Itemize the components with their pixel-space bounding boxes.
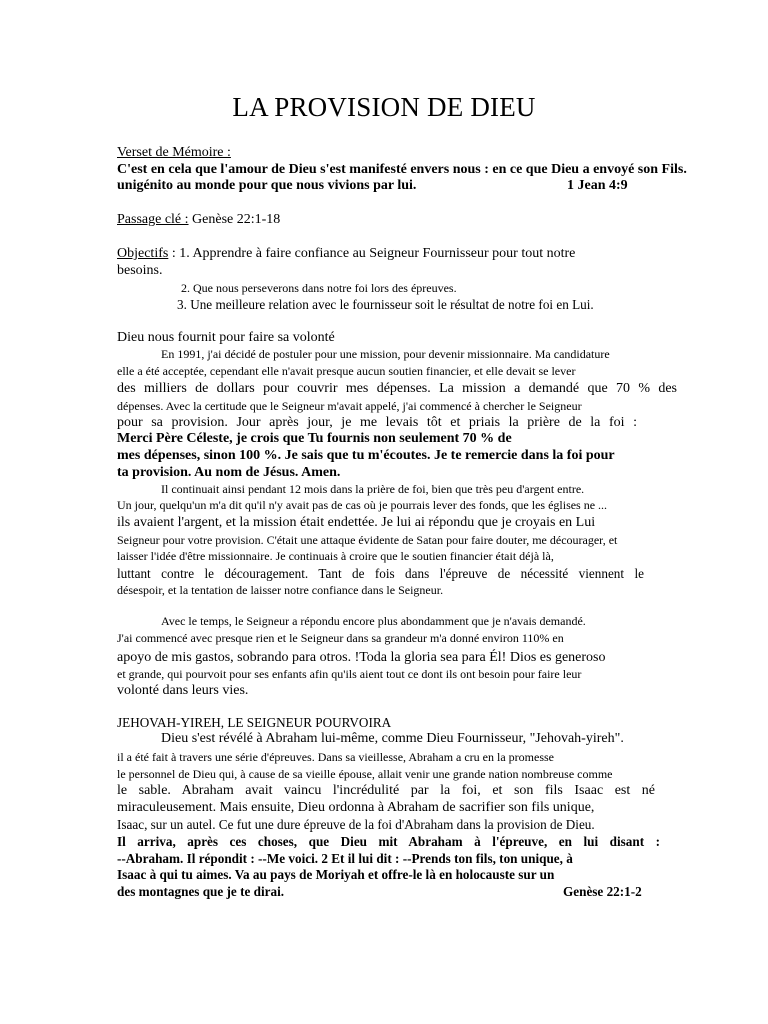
prayer-line: Merci Père Céleste, je crois que Tu fournis non seulement 70 % de (117, 431, 512, 446)
key-passage (117, 213, 280, 227)
section-1-line: dépenses. Avec la certitude que le Seigneur m'avait appelé, j'ai commencé à chercher le Seigneur (117, 399, 582, 413)
section-1-line: volonté dans leurs vies. (117, 683, 249, 698)
section-1-line: Il continuait ainsi pendant 12 mois dans la prière de foi, bien que très peu d'argent entre. (161, 482, 585, 496)
memory-verse-reference: 1 Jean 4:9 (567, 178, 628, 193)
section-1-line: des milliers de dollars pour couvrir mes dépenses. La mission a demandé que 70 % des (117, 381, 677, 396)
scripture-line: Isaac à qui tu aimes. Va au pays de Moriyah et offre-le là en holocauste sur un (117, 867, 555, 882)
objectives-label: Objectifs (117, 246, 169, 261)
section-1-line: Avec le temps, le Seigneur a répondu encore plus abondamment que je n'avais demandé. (161, 614, 586, 628)
section-1-line: elle a été acceptée, cependant elle n'avait presque aucun soutien financier, et elle devait se lever (117, 364, 576, 378)
section-1-line: En 1991, j'ai décidé de postuler pour une mission, pour devenir missionnaire. Ma candidature (161, 347, 610, 361)
scripture-line: des montagnes que je te dirai. (117, 884, 285, 899)
section-2-line: Dieu s'est révélé à Abraham lui-même, comme Dieu Fournisseur, "Jehovah-yireh". (161, 731, 624, 746)
section-2-heading: JEHOVAH-YIREH, LE SEIGNEUR POURVOIRA (117, 715, 392, 730)
section-1-line: Seigneur pour votre provision. C'était une attaque évidente de Satan pour faire douter, me décourager, et (117, 533, 618, 547)
section-2-line: il a été fait à travers une série d'épreuves. Dans sa vieillesse, Abraham a cru en la promesse (117, 750, 554, 764)
section-1-line: ils avaient l'argent, et la mission était endettée. Je lui ai répondu que je croyais en Lui (117, 515, 596, 530)
scripture-line: Il arriva, après ces choses, que Dieu mit Abraham à l'épreuve, en lui disant : (117, 834, 660, 849)
section-2-line: miraculeusement. Mais ensuite, Dieu ordonna à Abraham de sacrifier son fils unique, (117, 800, 595, 815)
section-1-heading: Dieu nous fournit pour faire sa volonté (117, 330, 335, 345)
section-1-line: laisser l'idée d'être missionnaire. Je continuais à croire que le soutien financier était déjà là, (117, 549, 554, 563)
section-2-line: le sable. Abraham avait vaincu l'incrédulité par la foi, et son fils Isaac est né (117, 783, 655, 798)
scripture-line: --Abraham. Il répondit : --Me voici. 2 Et il lui dit : --Prends ton fils, ton unique, à (117, 851, 573, 866)
prayer-line: mes dépenses, sinon 100 %. Je sais que tu m'écoutes. Je te remercie dans la foi pour (117, 448, 615, 463)
memory-verse-line-1: C'est en cela que l'amour de Dieu s'est manifesté envers nous : en ce que Dieu a envoyé son Fils. (117, 162, 687, 177)
objective-3: 3. Une meilleure relation avec le fournisseur soit le résultat de notre foi en Lui. (177, 297, 594, 312)
section-2-line: le personnel de Dieu qui, à cause de sa vieille épouse, allait venir une grande nation nombreuse comme (117, 767, 613, 781)
key-passage-label: Passage clé : (117, 212, 189, 227)
objectives-line-1 (117, 247, 653, 261)
key-passage-value: Genèse 22:1-18 (188, 212, 281, 227)
section-1-line: Un jour, quelqu'un m'a dit qu'il n'y avait pas de cas où je pourrais lever des fonds, que les églises ne ... (117, 498, 608, 512)
section-2-line: Isaac, sur un autel. Ce fut une dure épreuve de la foi d'Abraham dans la provision de Dieu. (117, 817, 595, 832)
section-1-line: et grande, qui pourvoit pour ses enfants afin qu'ils aient tout ce dont ils ont besoin pour faire leur (117, 667, 582, 681)
section-1-line: apoyo de mis gastos, sobrando para otros. !Toda la gloria sea para Él! Dios es generoso (117, 650, 606, 665)
memory-verse-label: Verset de Mémoire : (117, 145, 231, 160)
memory-verse-line-2: unigénito au monde pour que nous vivions par lui. (117, 178, 417, 193)
page-title: LA PROVISION DE DIEU (232, 92, 536, 122)
section-1-line: pour sa provision. Jour après jour, je me levais tôt et priais la prière de la foi : (117, 415, 637, 430)
objective-1: : 1. Apprendre à faire confiance au Seigneur Fournisseur pour tout notre (168, 246, 576, 261)
section-1-line: luttant contre le découragement. Tant de fois dans l'épreuve de nécessité viennent le (117, 566, 644, 581)
objective-1-continued: besoins. (117, 263, 163, 278)
section-1-line: J'ai commencé avec presque rien et le Seigneur dans sa grandeur m'a donné environ 110% en (117, 631, 564, 645)
section-1-line: désespoir, et la tentation de laisser notre confiance dans le Seigneur. (117, 583, 444, 597)
objective-2: 2. Que nous perseverons dans notre foi lors des épreuves. (181, 281, 457, 295)
scripture-reference: Genèse 22:1-2 (563, 884, 642, 899)
prayer-line: ta provision. Au nom de Jésus. Amen. (117, 465, 341, 480)
